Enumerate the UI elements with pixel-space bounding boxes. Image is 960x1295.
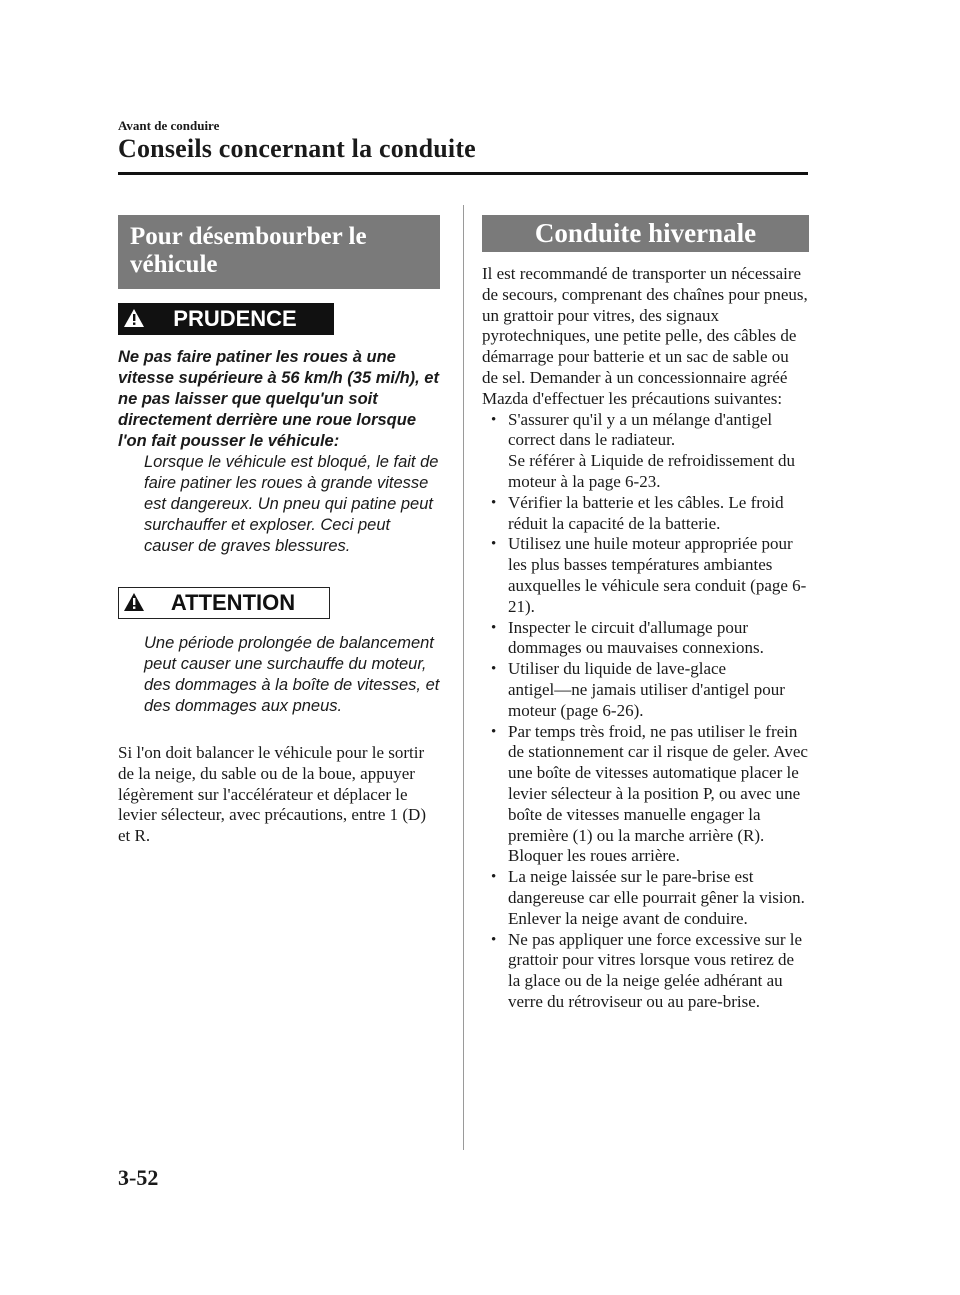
warning-triangle-icon [123,308,145,328]
list-item: • Par temps très froid, ne pas utiliser le frein de stationnement car il risque de geler. Avec une boîte de vitesses automatique placer le levier sélecteur à la position P, ou avec une boîte de vitesses manuelle engager la première (1) ou la marche arrière (R). Bloquer les roues arrière. [482,722,809,868]
rocking-paragraph: Si l'on doit balancer le véhicule pour le sortir de la neige, du sable ou de la boue, appuyer légèrement sur l'accélérateur et déplacer le levier sélecteur, avec précautions, entre 1 (D) et R. [118,743,426,846]
list-item: • Inspecter le circuit d'allumage pour dommages ou mauvaises connexions. [482,618,809,660]
list-item [482,410,809,493]
caution-body-text: Lorsque le véhicule est bloqué, le fait de faire patiner les roues à grande vitesse est dangereux. Un pneu qui patine peut surchauffer et exploser. Ceci peut causer de graves blessures. [144,453,439,555]
section-heading-desembourber: Pour désembourber le véhicule [118,215,440,289]
column-divider [463,205,464,1150]
attention-body-text: Une période prolongée de balancement peut causer une surchauffe du moteur, des dommages à la boîte de vitesses, et des dommages aux pneus. [144,634,440,715]
list-item-reference: Se référer à Liquide de refroidissement du moteur à la page 6-23. [508,451,795,491]
list-item: • La neige laissée sur le pare-brise est dangereuse car elle pourrait gêner la vision. Enlever la neige avant de conduire. [482,867,809,929]
right-column [482,215,809,1013]
list-item: • Vérifier la batterie et les câbles. Le froid réduit la capacité de la batterie. [482,493,809,535]
caution-label: PRUDENCE [173,306,297,331]
attention-badge-row [118,587,440,619]
list-item: • Ne pas appliquer une force excessive sur le grattoir pour vitres lorsque vous retirez de la glace ou de la neige gelée adhérant au verre du rétroviseur ou au pare-brise. [482,930,809,1013]
attention-badge [118,587,330,619]
running-header-section: Avant de conduire [118,118,220,133]
running-header-title: Conseils concernant la conduite [118,134,476,163]
attention-label: ATTENTION [170,590,296,615]
page-number: 3-52 [118,1165,159,1190]
caution-bold-text: Ne pas faire patiner les roues à une vitesse supérieure à 56 km/h (35 mi/h), et ne pas laisser que quelqu'un soit directement derrière une roue lorsque l'on fait pousser le véhicule: [118,348,439,450]
list-item-text: S'assurer qu'il y a un mélange d'antigel correct dans le radiateur. [508,409,773,450]
winter-intro-paragraph: Il est recommandé de transporter un nécessaire de secours, comprenant des chaînes pour pneus, un grattoir pour vitres, des signaux pyrotechniques, une petite pelle, des câbles de démarrage pour batterie et un sac de sable ou de sel. Demander à un concessionnaire agréé Mazda d'effectuer les précautions suivantes: [482,264,808,408]
caution-badge [118,303,334,335]
list-item: • Utilisez une huile moteur appropriée pour les plus basses températures ambiantes auxquelles le véhicule sera conduit (page 6-21). [482,534,809,617]
section-heading-conduite-hivernale: Conduite hivernale [482,215,809,252]
winter-precautions-list [482,410,809,1013]
warning-triangle-icon [123,592,145,612]
left-column [118,215,440,847]
header-rule [118,172,808,175]
list-item: • Utiliser du liquide de lave-glace antigel―ne jamais utiliser d'antigel pour moteur (page 6-26). [482,659,809,721]
caution-badge-row [118,303,440,335]
